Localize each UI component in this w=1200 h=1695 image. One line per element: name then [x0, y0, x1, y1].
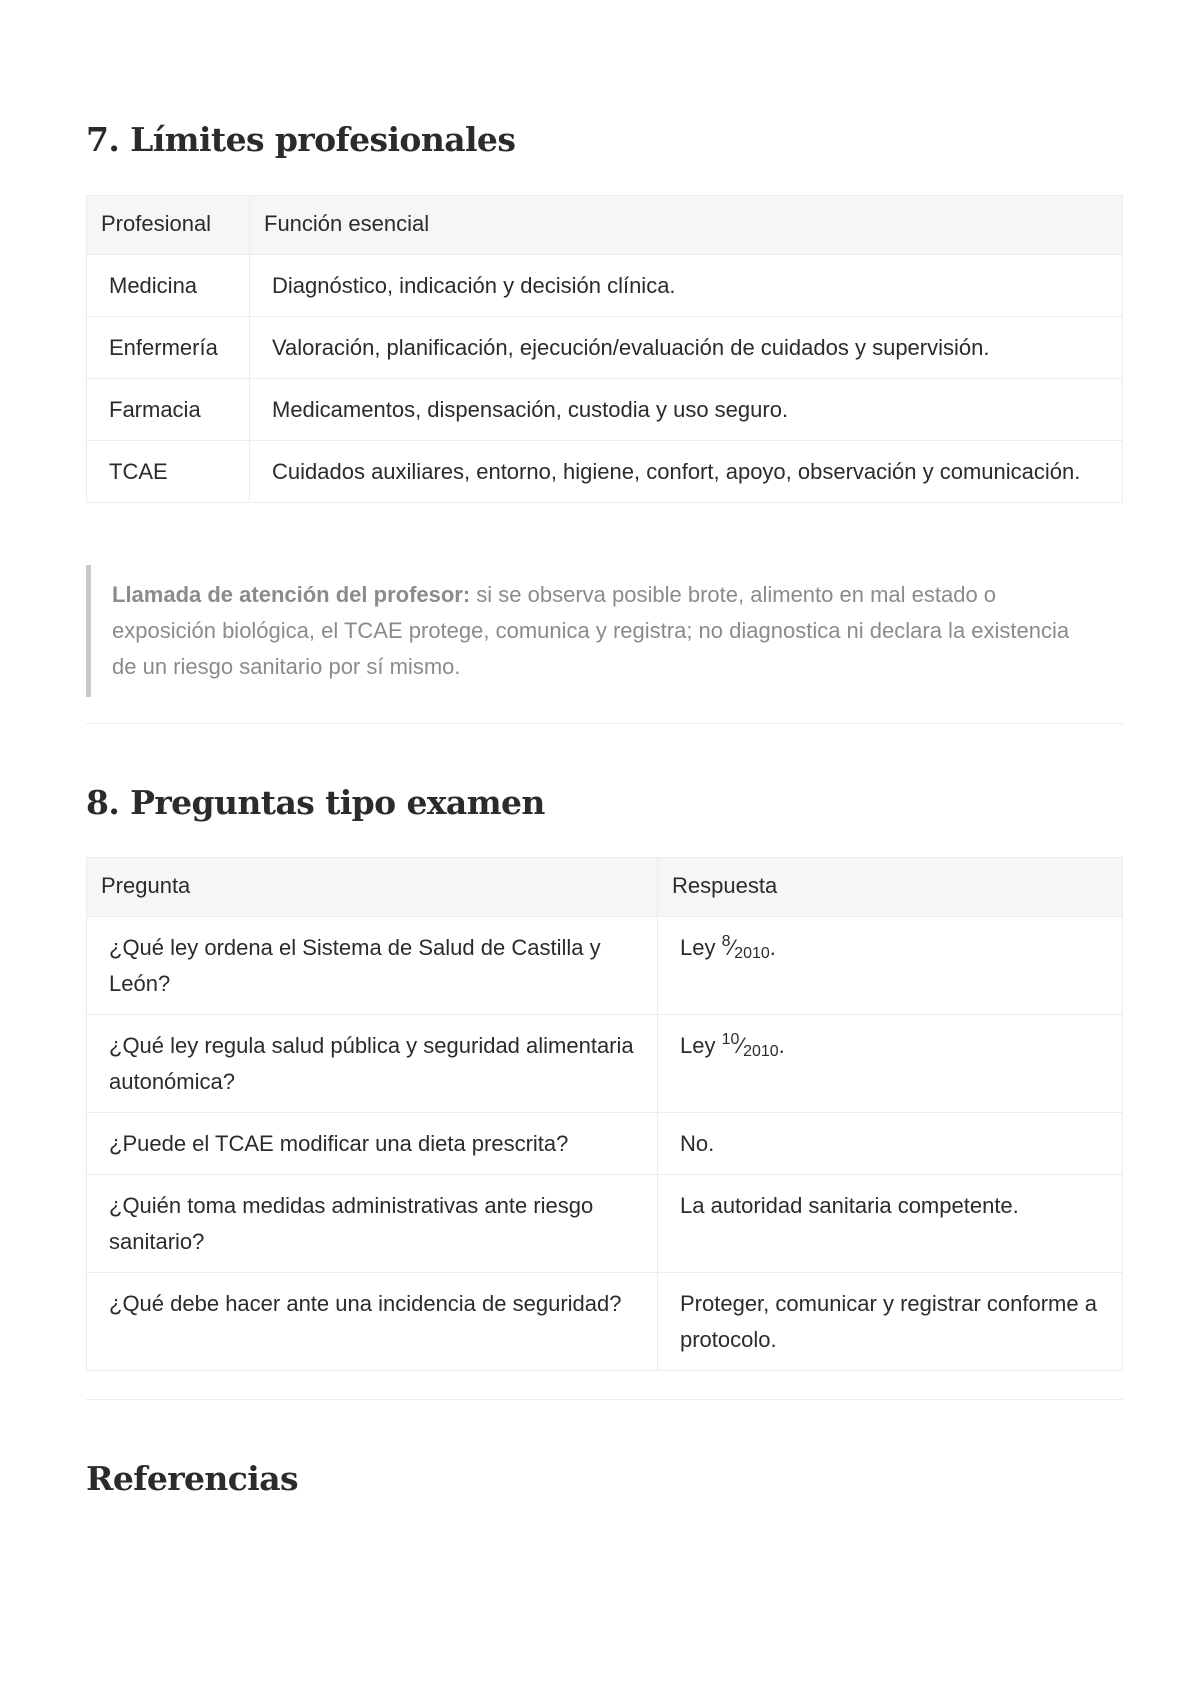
cell-pregunta: ¿Qué ley ordena el Sistema de Salud de Castilla y León?	[87, 917, 658, 1015]
callout-text: si se observa posible brote, alimento en mal estado o exposición biológica, el TCAE protege, comunica y registra; no diagnostica ni declara la existencia de un riesgo sanitario por sí mismo.	[112, 582, 1070, 679]
section-divider	[86, 723, 1123, 724]
cell-funcion: Cuidados auxiliares, entorno, higiene, confort, apoyo, observación y comunicación.	[250, 441, 1123, 503]
cell-profesional: TCAE	[87, 441, 250, 503]
table-row	[87, 1113, 1123, 1175]
section-8-heading: 8. Preguntas tipo examen	[86, 783, 545, 822]
answer-prefix: Ley	[680, 935, 722, 960]
table-row	[87, 1015, 1123, 1113]
table-row	[87, 255, 1123, 317]
cell-pregunta: ¿Quién toma medidas administrativas ante riesgo sanitario?	[87, 1175, 658, 1273]
cell-funcion: Medicamentos, dispensación, custodia y uso seguro.	[250, 379, 1123, 441]
cell-pregunta: ¿Qué ley regula salud pública y seguridad alimentaria autonómica?	[87, 1015, 658, 1113]
cell-respuesta	[658, 917, 1123, 1015]
cell-funcion: Diagnóstico, indicación y decisión clínica.	[250, 255, 1123, 317]
table-header-row	[87, 858, 1123, 917]
table-header-row	[87, 196, 1123, 255]
cell-profesional: Enfermería	[87, 317, 250, 379]
section-7-heading: 7. Límites profesionales	[86, 120, 516, 159]
references-heading: Referencias	[86, 1459, 298, 1498]
table-row	[87, 1175, 1123, 1273]
table-row	[87, 317, 1123, 379]
callout-label: Llamada de atención del profesor:	[112, 582, 471, 607]
column-header-profesional: Profesional	[87, 196, 250, 255]
fraction-denominator: 2010	[743, 1043, 779, 1060]
answer-suffix: .	[778, 1033, 785, 1058]
fraction-slash: ⁄	[739, 1033, 744, 1058]
table-row	[87, 917, 1123, 1015]
table-row	[87, 379, 1123, 441]
section-divider	[86, 1399, 1123, 1400]
column-header-respuesta: Respuesta	[658, 858, 1123, 917]
fraction-numerator: 10	[721, 1031, 740, 1048]
answer-prefix: Ley	[680, 1033, 722, 1058]
cell-pregunta: ¿Qué debe hacer ante una incidencia de seguridad?	[87, 1273, 658, 1371]
cell-respuesta: No.	[658, 1113, 1123, 1175]
cell-respuesta: Proteger, comunicar y registrar conforme a protocolo.	[658, 1273, 1123, 1371]
table-row	[87, 1273, 1123, 1371]
column-header-pregunta: Pregunta	[87, 858, 658, 917]
fraction-numerator: 8	[721, 933, 731, 950]
cell-pregunta: ¿Puede el TCAE modificar una dieta prescrita?	[87, 1113, 658, 1175]
answer-suffix: .	[769, 935, 776, 960]
table-row	[87, 441, 1123, 503]
fraction-slash: ⁄	[730, 935, 735, 960]
cell-profesional: Medicina	[87, 255, 250, 317]
cell-profesional: Farmacia	[87, 379, 250, 441]
column-header-funcion: Función esencial	[250, 196, 1123, 255]
professional-limits-table	[86, 195, 1123, 503]
cell-funcion: Valoración, planificación, ejecución/evaluación de cuidados y supervisión.	[250, 317, 1123, 379]
fraction-denominator: 2010	[734, 945, 770, 962]
exam-questions-table	[86, 857, 1123, 1371]
teacher-callout	[86, 565, 1093, 697]
cell-respuesta	[658, 1015, 1123, 1113]
cell-respuesta: La autoridad sanitaria competente.	[658, 1175, 1123, 1273]
